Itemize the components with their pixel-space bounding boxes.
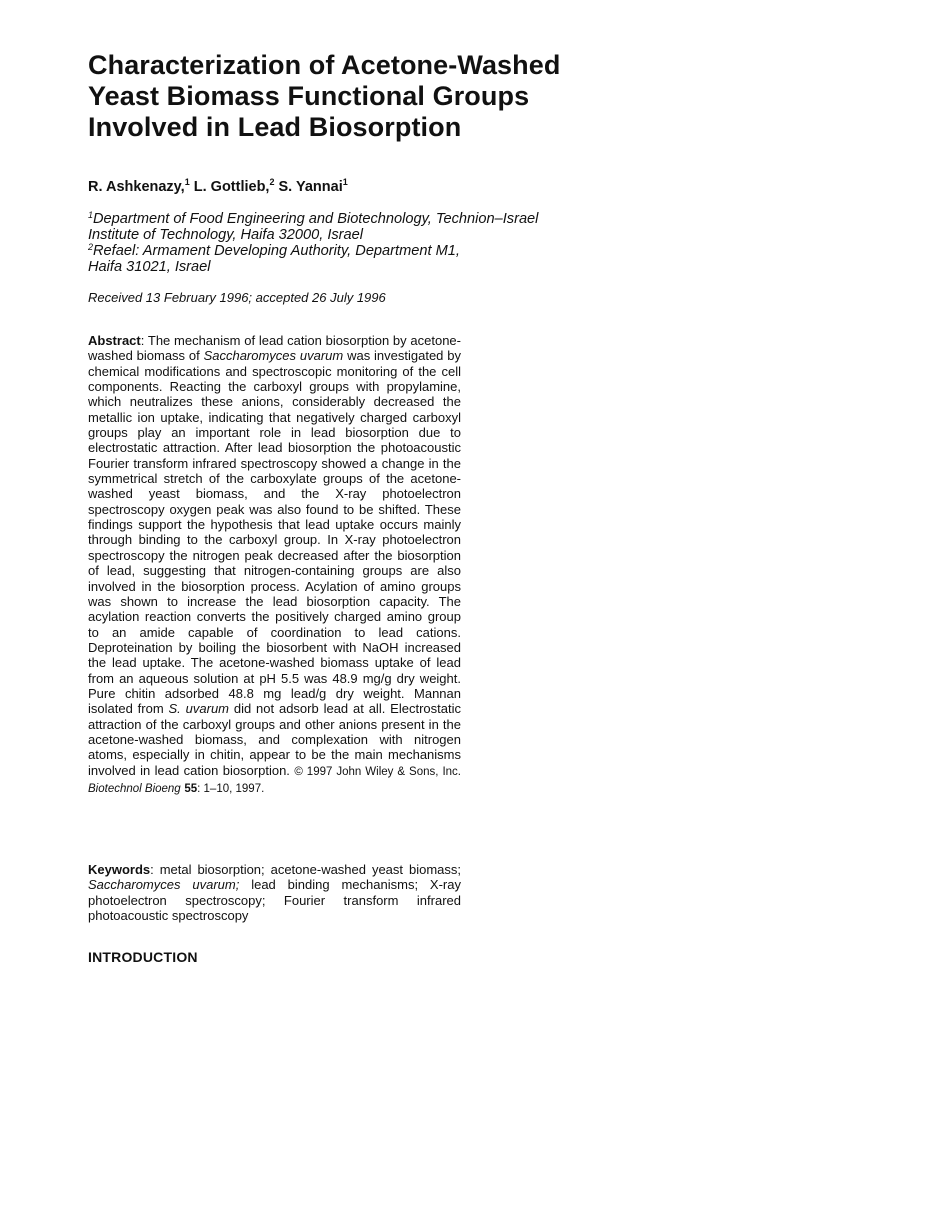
affiliation-line-3 <box>88 243 648 259</box>
section-heading-introduction: INTRODUCTION <box>88 949 198 965</box>
abstract-label: Abstract <box>88 333 141 348</box>
author-affiliation-mark: 1 <box>342 177 348 187</box>
affiliation-mark: 2 <box>88 242 94 252</box>
abstract-text: did not adsorb lead at all. Electrostatic attraction of the carboxyl groups and other anions present in the acetone-washed biomass, and complexation with nitrogen atoms, especially in chitin, appear to be the main mechanisms involved in lead cation biosorption. <box>88 701 461 778</box>
author-affiliation-mark: 1 <box>184 177 190 187</box>
keywords-text: lead binding mechanisms; X-ray photoelectron spectroscopy; Fourier transform infrared photoacoustic spectroscopy <box>88 877 461 924</box>
title-line-3: Involved in Lead Biosorption <box>88 112 462 142</box>
species-name: Saccharomyces uvarum; <box>88 877 240 893</box>
author-name: R. Ashkenazy, <box>88 179 185 195</box>
title-line-1: Characterization of Acetone-Washed <box>88 50 561 80</box>
affiliation-mark: 1 <box>88 210 94 220</box>
affiliation-line-1 <box>88 211 648 227</box>
received-dates: Received 13 February 1996; accepted 26 July 1996 <box>88 290 386 305</box>
species-name: Saccharomyces uvarum <box>203 348 344 364</box>
affiliation-line-2: Institute of Technology, Haifa 32000, Israel <box>88 227 364 243</box>
citation-volume: 55 <box>184 782 198 795</box>
affiliation-text: Department of Food Engineering and Biotechnology, Technion–Israel <box>93 211 539 227</box>
abstract-text: : The mechanism of lead cation biosorption by acetone-washed biomass of <box>88 333 461 364</box>
author-name: S. Yannai <box>278 179 343 195</box>
abstract-text: was investigated by chemical modifications and spectroscopic monitoring of the cell components. Reacting the carboxyl groups with propylamine, which neutralizes these anions, considerably decreased the metallic ion uptake, indicating that negatively charged carboxyl groups play an important role in lead biosorption due to electrostatic attraction. After lead biosorption the photoacoustic Fourier transform infrared spectroscopy showed a change in the symmetrical stretch of the carboxylate groups of the acetone-washed yeast biomass, and the X-ray photoelectron spectroscopy oxygen peak was also found to be shifted. These findings support the hypothesis that lead uptake occurs mainly through binding to the carboxyl group. In X-ray photoelectron spectroscopy the nitrogen peak decreased after the biosorption of lead, suggesting that nitrogen-containing groups are also involved in the biosorption process. Acylation of amino groups was shown to increase the lead biosorption capacity. The acylation reaction converts the positively charged amino group to an amide capable of coordination to lead cations. Deproteination by boiling the biosorbent with NaOH increased the lead uptake. The acetone-washed biomass uptake of lead from an aqueous solution at pH 5.5 was 48.9 mg/g dry weight. Pure chitin adsorbed 48.8 mg lead/g dry weight. Mannan isolated from <box>88 348 461 717</box>
abstract-paragraph <box>88 333 461 797</box>
paper-title <box>88 50 708 143</box>
species-name: S. uvarum <box>168 701 229 717</box>
abstract <box>88 333 461 797</box>
citation-journal: Biotechnol Bioeng <box>88 782 181 795</box>
keywords-text: : metal biosorption; acetone-washed yeast biomass; <box>150 862 461 877</box>
author-name: L. Gottlieb, <box>193 179 270 195</box>
author-affiliation-mark: 2 <box>269 177 275 187</box>
affiliation-text: Refael: Armament Developing Authority, Department M1, <box>93 243 460 259</box>
citation-pages: : 1–10, 1997. <box>197 782 265 795</box>
keywords <box>88 862 461 923</box>
affiliation-line-4: Haifa 31021, Israel <box>88 259 211 275</box>
title-line-2: Yeast Biomass Functional Groups <box>88 81 530 111</box>
affiliations <box>88 211 648 275</box>
citation-publisher: © 1997 John Wiley & Sons, Inc. <box>294 765 461 778</box>
author-list <box>88 178 348 196</box>
keywords-label: Keywords <box>88 862 151 877</box>
